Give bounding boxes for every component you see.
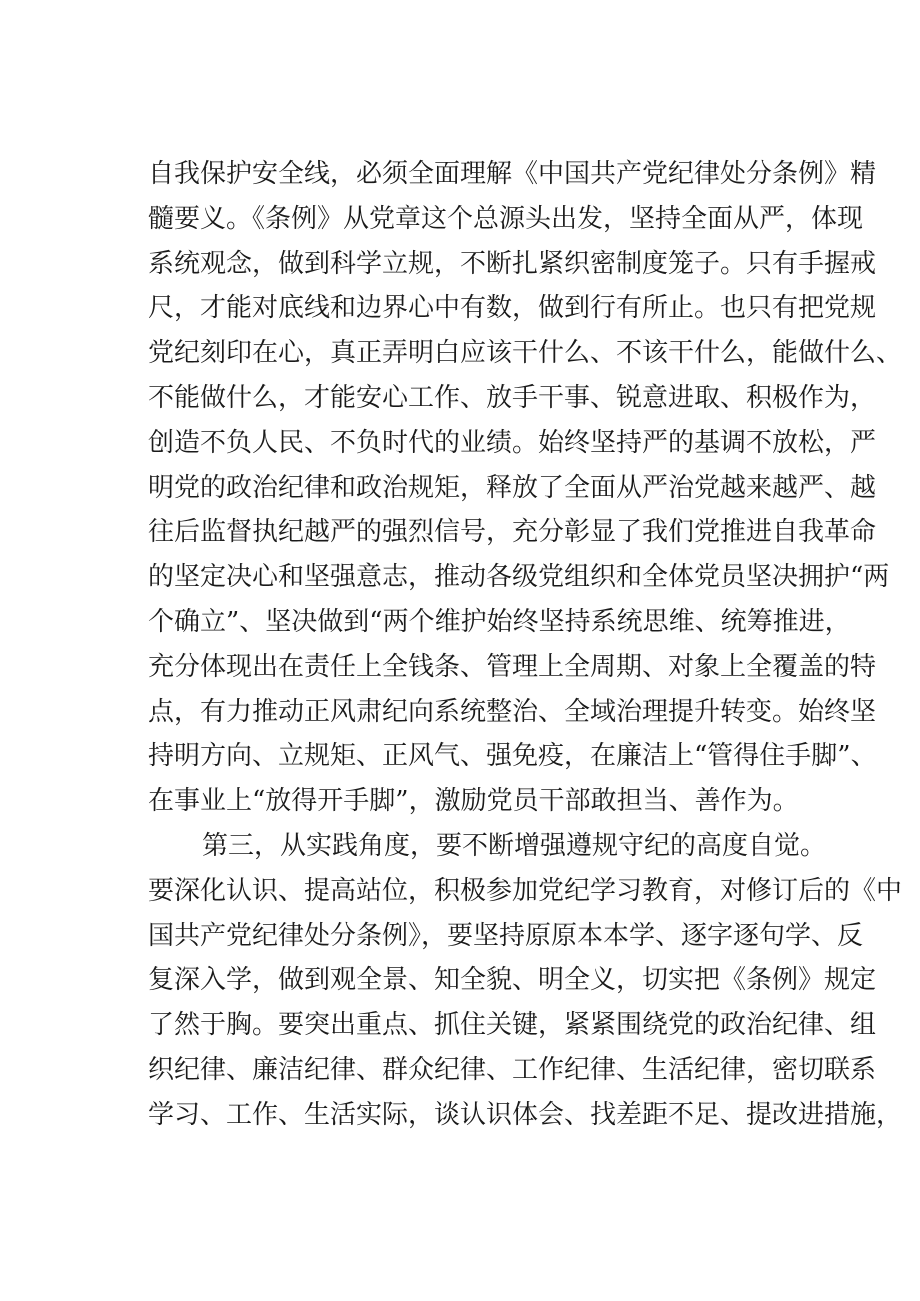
body-text: [148, 152, 903, 1138]
text-line: 了然于胸。要突出重点、抓住关键，紧紧围绕党的政治纪律、组: [148, 1010, 877, 1041]
text-line: 明党的政治纪律和政治规矩，释放了全面从严治党越来越严、越: [148, 472, 877, 503]
section-heading-line: 第三，从实践角度，要不断增强遵规守纪的高度自觉。: [202, 830, 827, 861]
text-line: 国共产党纪律处分条例》，要坚持原原本本学、逐字逐句学、反: [148, 920, 864, 951]
text-line: 不能做什么，才能安心工作、放手干事、锐意进取、积极作为，: [148, 382, 877, 413]
text-line: 复深入学，做到观全景、知全貌、明全义，切实把《条例》规定: [148, 965, 877, 996]
text-line: 织纪律、廉洁纪律、群众纪律、工作纪律、生活纪律，密切联系: [148, 1054, 877, 1085]
text-line: 尺，才能对底线和边界心中有数，做到行有所止。也只有把党规: [148, 293, 877, 324]
text-line: 要深化认识、提高站位，积极参加党纪学习教育，对修订后的《中: [148, 875, 903, 906]
text-line: 个确立”、坚决做到“两个维护始终坚持系统思维、统筹推进，: [148, 606, 851, 637]
text-line: 学习、工作、生活实际，谈认识体会、找差距不足、提改进措施，: [148, 1099, 903, 1130]
text-line: 点，有力推动正风肃纪向系统整治、全域治理提升转变。始终坚: [148, 696, 877, 727]
text-line: 自我保护安全线，必须全面理解《中国共产党纪律处分条例》精: [148, 159, 877, 189]
text-line: 系统观念，做到科学立规，不断扎紧织密制度笼子。只有手握戒: [148, 248, 877, 279]
text-line: 党纪刻印在心，真正弄明白应该干什么、不该干什么，能做什么、: [148, 338, 903, 369]
text-line: 往后监督执纪越严的强烈信号，充分彰显了我们党推进自我革命: [148, 517, 877, 548]
text-line: 创造不负人民、不负时代的业绩。始终坚持严的基调不放松，严: [148, 427, 877, 458]
text-line: 髓要义。《条例》从党章这个总源头出发，坚持全面从严，体现: [148, 203, 864, 234]
text-line: 持明方向、立规矩、正风气、强免疫，在廉洁上“管得住手脚”、: [148, 741, 877, 772]
text-line: 的坚定决心和坚强意志，推动各级党组织和全体党员坚决拥护“两: [148, 562, 890, 593]
text-line: 充分体现出在责任上全钱条、管理上全周期、对象上全覆盖的特: [148, 651, 877, 682]
text-line: 在事业上“放得开手脚”，激励党员干部敢担当、善作为。: [148, 786, 799, 817]
